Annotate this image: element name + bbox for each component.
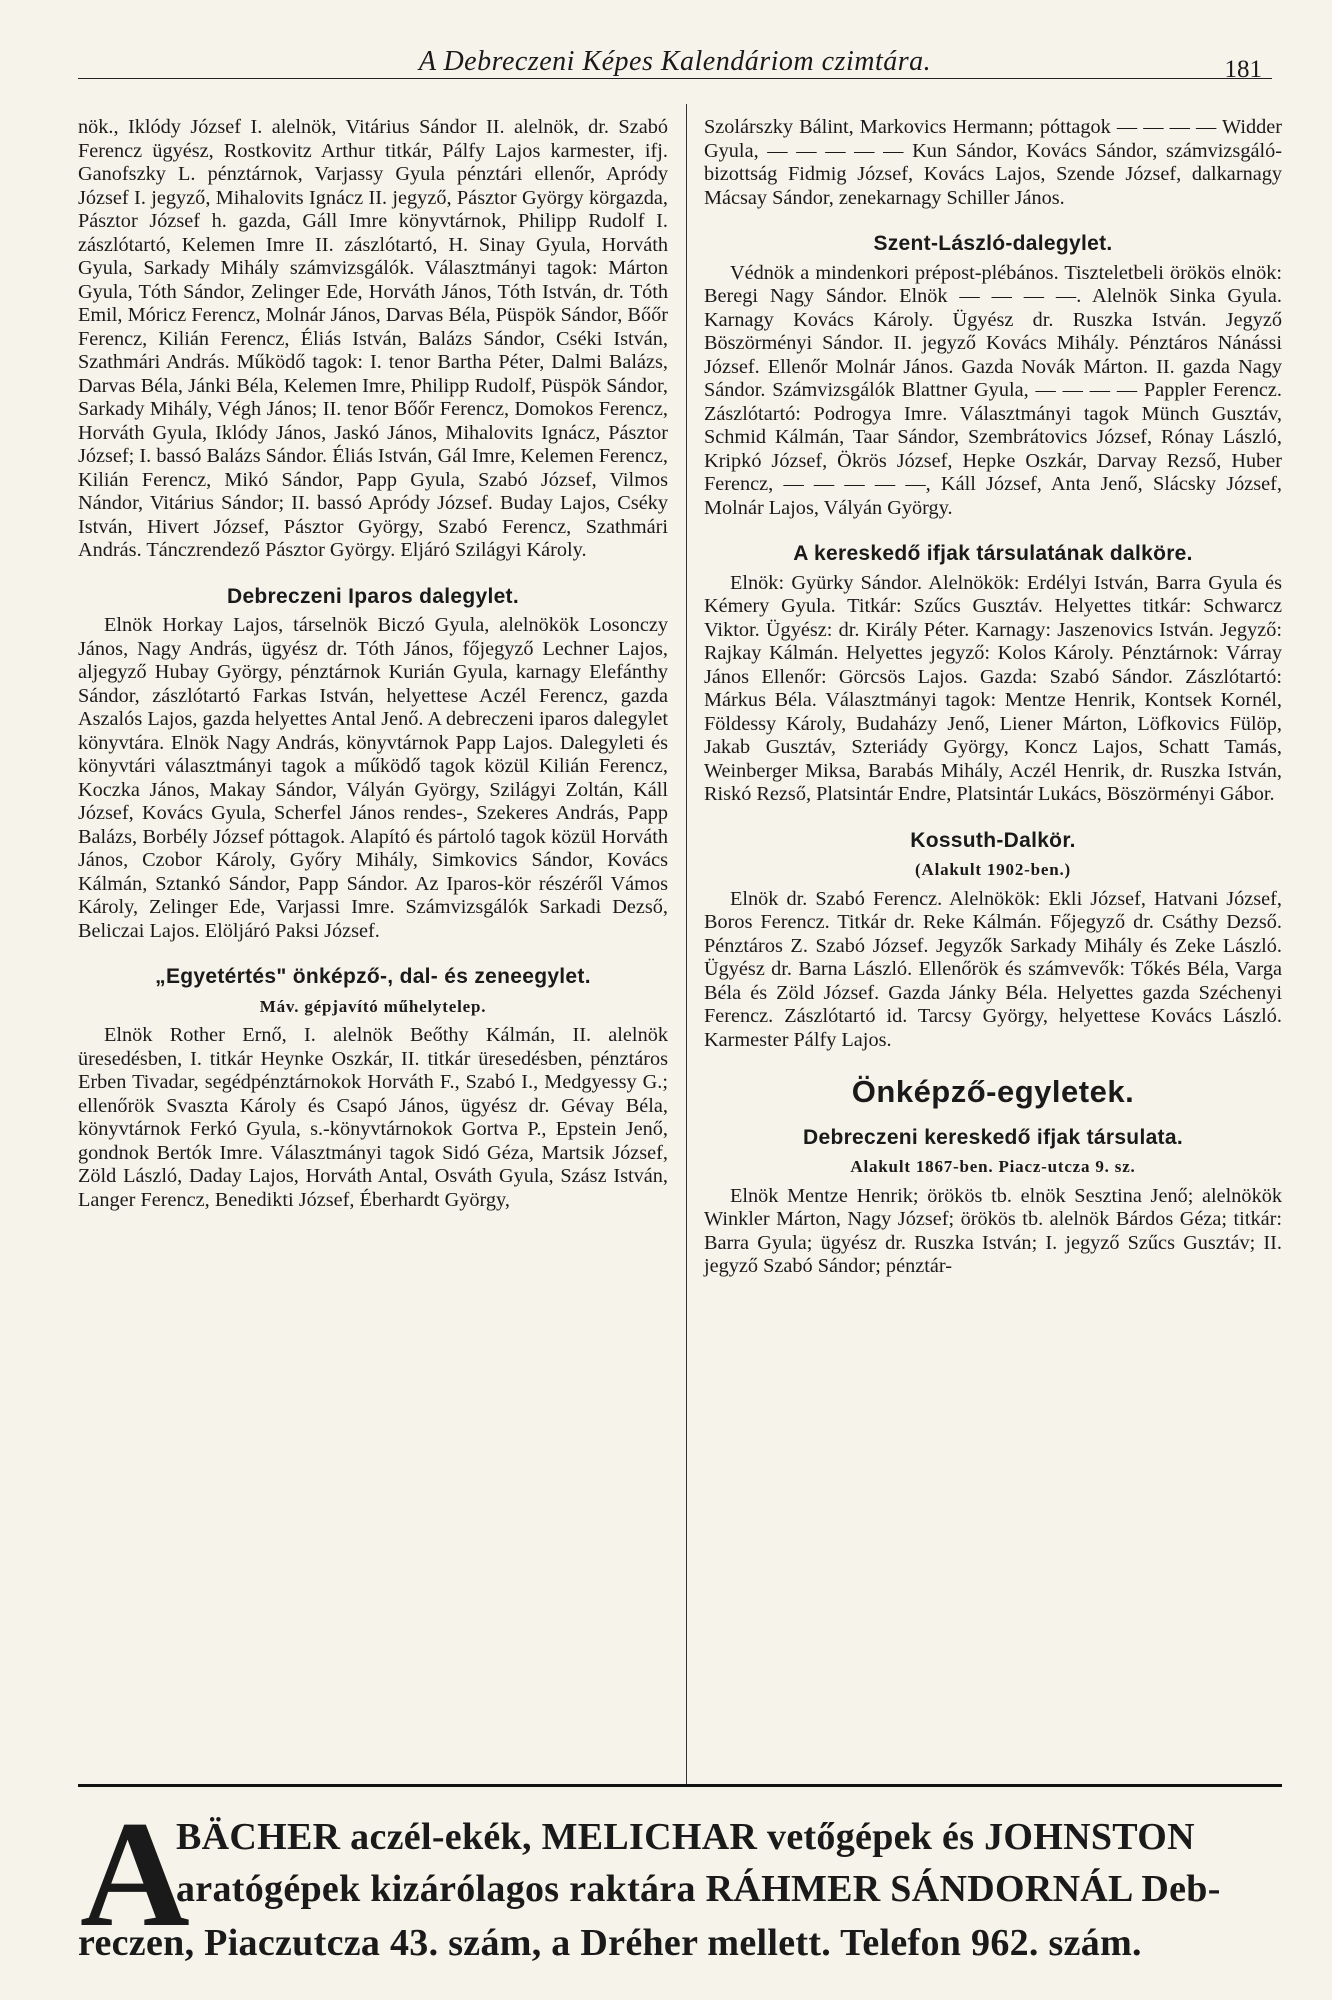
section-heading: Szent-László-dalegylet. xyxy=(873,232,1113,255)
paragraph: Elnök Horkay Lajos, társelnök Biczó Gyula, alelnökök Losonczy János, Nagy András, ügyész dr. Tóth János, főjegyző Lechner Lajos, aljegyző Hubay György, pénztárnok Kurián Gyula, karnagy Elefánthy Sándor, zászlótartó Farkas István, helyettese Aczél Ferencz, gazda Aszalós Lajos, gazda helyettes Antal Jenő. A debreczeni iparos dalegylet könyvtára. Elnök Nagy András, könyvtárnok Papp Lajos. Dalegyleti és könyvtári választmányi tagok a működő tagok közül Kilián Ferencz, Koczka János, Makay Sándor, Vályán György, Szilágyi Zoltán, Káll József, Kovács Gyula, Scherfel János rendes-, Szekeres András, Papp Balázs, Borbély József póttagok. Alapító és pártoló tagok közül Horváth János, Czobor Károly, Győry Mihály, Simkovics Sándor, Kovács Kálmán, Sztankó Sándor, Papp Sándor. Az Iparos-kör részéről Vámos Károly, Zelinger Ede, Varjassi Imre. Számvizsgálók Sarkadi Dezső, Beliczai Lajos. Elöljáró Paksi József. xyxy=(78,614,668,942)
advertisement xyxy=(78,1784,1282,1977)
section-subheading: Alakult 1867-ben. Piacz-utcza 9. sz. xyxy=(850,1157,1136,1176)
ad-line: aratógépek kizárólagos raktára RÁHMER SÁNDORNÁL Deb- xyxy=(176,1868,1221,1910)
paragraph: Elnök Rother Ernő, I. alelnök Beőthy Kálmán, II. alelnök üresedésben, I. titkár Heynke Oszkár, II. titkár üresedésben, pénztáros Erben Tivadar, segédpénztárnokok Horváth F., Szabó I., Medgyessy G.; ellenőrök Svaszta Károly és Csapó János, ügyész dr. Gévay Béla, könyvtárnok Ferkó Gyula, s.-könyvtárnokok Gortva P., Epstein Jenő, gondnok Bertók Imre. Választmányi tagok Sidó Géza, Martsik József, Zöld László, Daday Lajos, Horváth Antal, Osváth Gyula, Szász István, Langer Ferencz, Benedikti József, Éberhardt György, xyxy=(78,1024,668,1211)
paragraph: Szolárszky Bálint, Markovics Hermann; póttagok — — — — Widder Gyula, — — — — — Kun Sándor, Kovács Sándor, számvizsgáló-bizottság Fidmig József, Kovács Lajos, Szende József, dalkarnagy Mácsay Sándor, zenekarnagy Schiller János. xyxy=(704,116,1282,209)
page-number: 181 xyxy=(1224,56,1262,83)
ad-dropcap: A xyxy=(80,1790,190,1958)
running-title: A Debreczeni Képes Kalendáriom czimtára. xyxy=(418,46,932,77)
paragraph: Védnök a mindenkori prépost-plébános. Tiszteletbeli örökös elnök: Beregi Nagy Sándor. Elnök — — — —. Alelnök Sinka Gyula. Karnagy Kovács Károly. Ügyész dr. Ruszka István. Jegyző Böszörményi Sándor. II. jegyző Kovács Mihály. Pénztáros Nánássi József. Ellenőr Molnár János. Gazda Novák Márton. II. gazda Nagy Sándor. Számvizsgálók Blattner Gyula, — — — — Pappler Ferencz. Zászlótartó: Podrogya Imre. Választmányi tagok Münch Gusztáv, Schmid Kálmán, Taar Sándor, Szembrátovics József, Rónay László, Kripkó József, Ökrös József, Hepke Oszkár, Darvay Rezső, Huber Ferencz, — — — — —, Káll József, Anta Jenő, Slácsky József, Molnár Lajos, Vályán György. xyxy=(704,261,1282,519)
column-divider xyxy=(686,104,687,1784)
section-subheading: Máv. gépjavító műhelytelep. xyxy=(259,996,487,1016)
paragraph: nök., Iklódy József I. alelnök, Vitárius Sándor II. alelnök, dr. Szabó Ferencz ügyész, Rostkovitz Arthur titkár, Pálfy Lajos karmester, ifj. Ganofszky L. pénztárnok, Varjassy Gyula pénztári ellenőr, Apródy József I. jegyző, Mihalovits Ignácz II. jegyző, Pásztor György körgazda, Pásztor József h. gazda, Gáll Imre könyvtárnok, Philipp Rudolf I. zászlótartó, Kelemen Imre II. zászlótartó, H. Sinay Gyula, Horváth Gyula, Sarkady Mihály számvizsgálók. Választmányi tagok: Márton Gyula, Tóth Sándor, Zelinger Ede, Horváth János, Tóth István, dr. Tóth Emil, Móricz Ferencz, Molnár János, Darvas Béla, Püspök Sándor, Bőőr Ferencz, Kilián Ferencz, Éliás István, Balázs Sándor, Cséki István, Szathmári András. Működő tagok: I. tenor Bartha Péter, Dalmi Balázs, Darvas Béla, Jánki Béla, Kelemen Imre, Philipp Rudolf, Püspök Sándor, Sarkady Mihály, Végh János; II. tenor Bőőr Ferencz, Domokos Ferencz, Horváth Gyula, Iklódy János, Jaskó János, Mihalovits Ignácz, Pásztor József; I. bassó Balázs Sándor. Éliás István, Gál Imre, Kelemen Ferencz, Kilián Ferencz, Mikó Sándor, Papp Gyula, Szabó József, Vilmos Nándor, Vitárius Sándor; II. bassó Apródy József. Buday Lajos, Cséky István, Hivert József, Pásztor György, Szabó Ferencz, Szathmári András. Tánczrendező Pásztor György. Eljáró Szilágyi Károly. xyxy=(78,116,668,561)
chapter-heading: Önképző-egyletek. xyxy=(851,1074,1135,1109)
ad-line: reczen, Piaczutcza 43. szám, a Dréher mellett. Telefon 962. szám. xyxy=(78,1922,1142,1964)
section-heading: „Egyetértés" önképző-, dal- és zeneegylet. xyxy=(155,965,591,988)
section-heading: Debreczeni Iparos dalegylet. xyxy=(226,584,519,608)
section-heading: Debreczeni kereskedő ifjak társulata. xyxy=(803,1125,1183,1149)
paragraph: Elnök Mentze Henrik; örökös tb. elnök Sesztina Jenő; alelnökök Winkler Márton, Nagy József; örökös tb. alelnök Bárdos Géza; titkár: Barra Gyula; ügyész dr. Ruszka István; I. jegyző Szűcs Gusztáv; II. jegyző Szabó Sándor; pénztár- xyxy=(704,1184,1282,1277)
section-heading: A kereskedő ifjak társulatának dalköre. xyxy=(793,542,1193,565)
running-header xyxy=(78,28,1272,83)
left-column xyxy=(78,116,668,1212)
paragraph: Elnök dr. Szabó Ferencz. Alelnökök: Ekli József, Hatvani József, Boros Ferencz. Titkár dr. Reke Kálmán. Főjegyző dr. Csáthy Dezső. Pénztáros Z. Szabó József. Jegyzők Sarkady Mihály és Zeke László. Ügyész dr. Barna László. Ellenőrök és számvevők: Tőkés Béla, Varga Béla és Zöld József. Gazda Jánky Béla. Helyettes gazda Széchenyi Ferencz. Zászlótartó id. Tarcsy György, helyettese Kovács László. Karmester Pálfy Lajos. xyxy=(704,887,1282,1051)
section-heading: Kossuth-Dalkör. xyxy=(910,828,1076,852)
section-subheading: (Alakult 1902-ben.) xyxy=(915,860,1071,879)
paragraph: Elnök: Gyürky Sándor. Alelnökök: Erdélyi István, Barra Gyula és Kémery Gyula. Titkár: Szűcs Gusztáv. Helyettes titkár: Schwarcz Viktor. Ügyész: dr. Király Péter. Karnagy: Jaszenovics István. Jegyző: Rajkay Kálmán. Helyettes jegyző: Kolos Károly. Pénztárnok: Várray János Ellenőr: Görcsös Lajos. Gazda: Szabó Sándor. Zászlótartó: Márkus Béla. Választmányi tagok: Mentze Henrik, Kontsek Kornél, Földessy Károly, Budaházy Jenő, Liener Márton, Löfkovics Fülöp, Jakab Gusztáv, Szteriády György, Koncz Lajos, Schatt Tamás, Weinberger Miksa, Barabás Mihály, Aczél Henrik, dr. Ruszka István, Riskó Rezső, Platsintár Endre, Platsintár Lukács, Böszörményi Gábor. xyxy=(704,571,1282,805)
right-column xyxy=(704,116,1282,1279)
ad-line: BÄCHER aczél-ekék, MELICHAR vetőgépek és JOHNSTON xyxy=(176,1816,1195,1858)
